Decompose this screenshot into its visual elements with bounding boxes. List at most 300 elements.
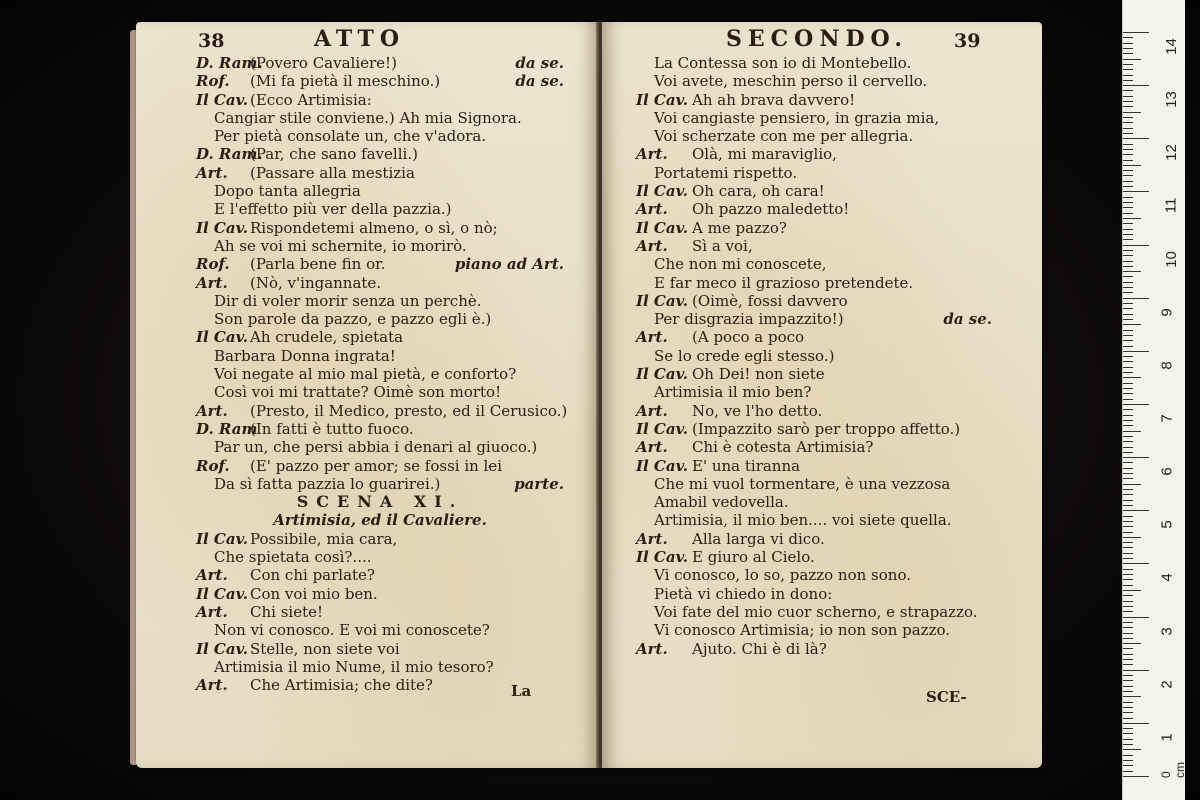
speaker-label: Art. — [636, 529, 668, 548]
speaker-label: D. Ram. — [196, 145, 263, 164]
ruler-tick — [1123, 144, 1133, 145]
ruler-tick — [1123, 197, 1133, 198]
verse-text: Per disgrazia impazzito!) — [654, 310, 844, 329]
verse-text: Ah crudele, spietata — [250, 328, 404, 347]
ruler-number: 5 — [1158, 520, 1176, 529]
verse-text: Son parole da pazzo, e pazzo egli è.) — [214, 310, 492, 329]
stage-direction: piano ad Art. — [454, 255, 564, 274]
ruler-tick — [1123, 516, 1133, 517]
ruler-number: 6 — [1158, 467, 1176, 476]
verse-line — [196, 365, 564, 383]
verse-text: Dir di voler morir senza un perchè. — [214, 291, 482, 310]
verse-text: Cangiar stile conviene.) Ah mia Signora. — [214, 108, 522, 127]
ruler-tick — [1123, 537, 1141, 538]
ruler-tick — [1123, 271, 1141, 272]
ruler-tick — [1123, 643, 1141, 644]
verse-line — [636, 457, 992, 475]
verse-text: La Contessa son io di Montebello. — [654, 54, 912, 72]
verse-line — [196, 603, 564, 621]
ruler-tick — [1123, 606, 1133, 607]
verse-text: Artimisia il mio ben? — [654, 383, 812, 402]
verse-text: Barbara Donna ingrata! — [214, 346, 396, 365]
ruler-tick — [1123, 85, 1149, 86]
verse-line — [196, 255, 564, 273]
ruler-tick — [1123, 165, 1141, 166]
ruler-tick — [1123, 377, 1141, 378]
verse-text: Par un, che persi abbia i denari al giuoco.) — [214, 438, 538, 457]
verse-line — [636, 255, 992, 273]
verse-text: (Presto, il Medico, presto, ed il Cerusico.) — [250, 401, 568, 420]
verse-text: Dopo tanta allegria — [214, 182, 361, 201]
verse-text: Oh Dei! non siete — [692, 365, 825, 384]
ruler-tick — [1123, 675, 1133, 676]
verse-text: Ajuto. Chi è di là? — [692, 639, 827, 658]
ruler-tick — [1123, 101, 1133, 102]
verse-line — [196, 164, 564, 182]
verse-text: (Passare alla mestizia — [250, 163, 415, 182]
ruler-tick — [1123, 733, 1133, 734]
speaker-label: Il Cav. — [196, 218, 249, 237]
ruler-tick — [1123, 718, 1133, 719]
verse-line — [636, 182, 992, 200]
verse-line — [196, 383, 564, 401]
left-page-text — [196, 54, 568, 695]
speaker-label: Art. — [196, 602, 228, 621]
verse-line — [636, 438, 992, 456]
ruler-tick — [1123, 659, 1133, 660]
ruler-tick — [1123, 133, 1133, 134]
verse-text: Da sì fatta pazzia lo guarirei.) — [214, 474, 441, 493]
verse-line — [196, 347, 564, 365]
verse-line — [196, 640, 564, 658]
verse-text: Voi scherzate con me per allegria. — [654, 127, 914, 146]
ruler-tick — [1123, 431, 1141, 432]
ruler-number: 1 — [1158, 733, 1176, 742]
ruler-tick — [1123, 542, 1133, 543]
verse-text: Voi cangiaste pensiero, in grazia mia, — [654, 108, 940, 127]
verse-line — [636, 365, 992, 383]
ruler-tick — [1123, 276, 1133, 277]
ruler-tick — [1123, 202, 1133, 203]
verse-line — [196, 585, 564, 603]
verse-text: (Povero Cavaliere!) — [250, 54, 397, 72]
verse-text: (Nò, v'ingannate. — [250, 273, 382, 292]
verse-text: Olà, mi maraviglio, — [692, 145, 837, 164]
verse-line — [196, 91, 564, 109]
verse-line — [196, 182, 564, 200]
ruler-tick — [1123, 234, 1133, 235]
ruler-tick — [1123, 686, 1133, 687]
speaker-label: Il Cav. — [636, 548, 689, 567]
ruler-tick — [1123, 154, 1133, 155]
ruler-tick — [1123, 526, 1133, 527]
verse-text: (Oimè, fossi davvero — [692, 291, 848, 310]
ruler-tick — [1123, 691, 1133, 692]
right-page-text — [636, 54, 992, 658]
verse-text: Vi conosco, lo so, pazzo non sono. — [654, 566, 911, 585]
verse-text: E' una tiranna — [692, 456, 801, 475]
page-number: 39 — [954, 30, 981, 52]
ruler-tick — [1123, 702, 1133, 703]
verse-line — [196, 401, 568, 420]
ruler-tick — [1123, 399, 1133, 400]
ruler-tick — [1123, 468, 1133, 469]
stage-direction: da se. — [943, 310, 992, 329]
ruler-tick — [1123, 361, 1133, 362]
verse-text: (Parla bene fin or. — [250, 255, 386, 274]
verse-text: Che non mi conoscete, — [654, 255, 827, 274]
verse-line — [196, 438, 564, 456]
ruler-tick — [1123, 122, 1133, 123]
ruler-tick — [1123, 696, 1141, 697]
ruler-tick — [1123, 393, 1133, 394]
ruler-tick — [1123, 64, 1133, 65]
ruler-tick — [1123, 441, 1133, 442]
verse-text: No, ve l'ho detto. — [692, 401, 823, 420]
ruler-tick — [1123, 160, 1133, 161]
verse-text: Chi è cotesta Artimisia? — [692, 438, 874, 457]
ruler-tick — [1123, 436, 1133, 437]
speaker-label: Il Cav. — [196, 90, 249, 109]
verse-line — [196, 566, 564, 584]
right-page — [602, 22, 1042, 768]
catchword: SCE- — [926, 688, 967, 706]
speaker-label: Art. — [196, 273, 228, 292]
ruler-tick — [1123, 149, 1133, 150]
ruler-tick — [1123, 314, 1133, 315]
ruler-tick — [1123, 569, 1133, 570]
ruler-tick — [1123, 207, 1133, 208]
speaker-label: Rof. — [196, 255, 230, 274]
verse-line — [196, 237, 564, 255]
speaker-label: Art. — [636, 328, 668, 347]
speaker-label: Il Cav. — [636, 419, 689, 438]
verse-text: Voi avete, meschin perso il cervello. — [654, 72, 928, 91]
verse-text: (A poco a poco — [692, 328, 805, 347]
verse-text: Ah se voi mi schernite, io morirò. — [214, 236, 467, 255]
verse-line — [636, 145, 992, 163]
ruler-tick — [1123, 48, 1133, 49]
speaker-label: Il Cav. — [196, 328, 249, 347]
ruler-tick — [1123, 638, 1133, 639]
ruler-tick — [1123, 601, 1133, 602]
ruler-tick — [1123, 308, 1133, 309]
verse-line — [636, 200, 992, 218]
ruler-tick — [1123, 138, 1149, 139]
ruler-tick — [1123, 266, 1133, 267]
ruler-tick — [1123, 292, 1133, 293]
ruler-tick — [1123, 452, 1133, 453]
speaker-label: Art. — [636, 200, 668, 219]
running-head: SECONDO. — [726, 26, 909, 52]
verse-text: (Ecco Artimisia: — [250, 90, 372, 109]
ruler-tick — [1123, 282, 1133, 283]
ruler-tick — [1123, 447, 1133, 448]
verse-text: Che spietata così?.... — [214, 548, 372, 567]
ruler-tick — [1123, 670, 1149, 671]
speaker-label: Il Cav. — [636, 291, 689, 310]
speaker-label: D. Ram — [196, 419, 258, 438]
ruler-tick — [1123, 128, 1133, 129]
verse-line — [196, 127, 564, 145]
ruler-tick — [1123, 473, 1133, 474]
ruler-tick — [1123, 462, 1133, 463]
ruler-tick — [1123, 367, 1133, 368]
ruler-tick — [1123, 654, 1133, 655]
verse-text: E giuro al Cielo. — [692, 548, 815, 567]
ruler-tick — [1123, 287, 1133, 288]
speaker-label: Art. — [636, 639, 668, 658]
verse-text: Che mi vuol tormentare, è una vezzosa — [654, 474, 951, 493]
ruler-tick — [1123, 383, 1133, 384]
verse-line — [636, 640, 992, 658]
speaker-label: Il Cav. — [196, 529, 249, 548]
ruler-tick — [1123, 739, 1133, 740]
ruler-tick — [1123, 239, 1133, 240]
ruler-tick — [1123, 372, 1133, 373]
ruler-tick — [1123, 117, 1133, 118]
verse-line — [636, 621, 992, 639]
stage-direction: da se. — [515, 72, 564, 91]
ruler-tick — [1123, 335, 1133, 336]
ruler-tick — [1123, 319, 1133, 320]
verse-line — [196, 328, 564, 346]
verse-line — [636, 347, 992, 365]
ruler-tick — [1123, 53, 1133, 54]
verse-line — [636, 603, 992, 621]
left-page — [136, 22, 598, 768]
verse-line — [636, 164, 992, 182]
ruler-tick — [1123, 75, 1133, 76]
ruler-tick — [1123, 712, 1133, 713]
ruler-unit-label: 0 cm — [1159, 762, 1187, 778]
ruler-tick — [1123, 324, 1141, 325]
ruler-tick — [1123, 303, 1133, 304]
ruler-tick — [1123, 611, 1133, 612]
scene-subtitle: Artimisia, ed il Cavaliere. — [273, 511, 487, 530]
ruler-tick — [1123, 590, 1141, 591]
ruler-tick — [1123, 96, 1133, 97]
ruler-number: 9 — [1158, 308, 1176, 317]
ruler-tick — [1123, 255, 1133, 256]
ruler-number: 8 — [1158, 361, 1176, 370]
verse-line — [196, 548, 564, 566]
verse-line — [196, 274, 564, 292]
ruler-tick — [1123, 744, 1133, 745]
ruler-number: 2 — [1158, 680, 1176, 689]
ruler-tick — [1123, 218, 1141, 219]
verse-text: A me pazzo? — [692, 218, 787, 237]
ruler-tick — [1123, 505, 1133, 506]
ruler-tick — [1123, 223, 1133, 224]
verse-text: Oh pazzo maledetto! — [692, 200, 850, 219]
verse-text: Vi conosco Artimisia; io non son pazzo. — [654, 621, 951, 640]
ruler-tick — [1123, 728, 1133, 729]
verse-line — [196, 72, 564, 90]
verse-line — [196, 219, 564, 237]
ruler-tick — [1123, 340, 1133, 341]
verse-line — [636, 530, 992, 548]
ruler-tick — [1123, 648, 1133, 649]
catchword: La — [511, 682, 532, 700]
verse-text: (Impazzito sarò per troppo affetto.) — [692, 419, 961, 438]
verse-text: Ah ah brava davvero! — [692, 90, 856, 109]
ruler-tick — [1123, 579, 1133, 580]
verse-line — [636, 402, 992, 420]
speaker-label: Art. — [196, 566, 228, 585]
ruler-tick — [1123, 574, 1133, 575]
ruler-tick — [1123, 558, 1133, 559]
verse-line — [196, 420, 564, 438]
verse-text: (E' pazzo per amor; se fossi in lei — [250, 456, 503, 475]
verse-text: Amabil vedovella. — [654, 493, 789, 512]
ruler-tick — [1123, 229, 1133, 230]
verse-text: Voi fate del mio cuor scherno, e strapazzo. — [654, 602, 978, 621]
ruler-tick — [1123, 351, 1149, 352]
verse-text: E far meco il grazioso pretendete. — [654, 273, 914, 292]
ruler-tick — [1123, 622, 1133, 623]
ruler-tick — [1123, 425, 1133, 426]
ruler-tick — [1123, 760, 1133, 761]
ruler-tick — [1123, 175, 1133, 176]
speaker-label: Art. — [636, 145, 668, 164]
ruler-tick — [1123, 346, 1133, 347]
verse-line — [636, 585, 992, 603]
ruler-tick — [1123, 755, 1133, 756]
ruler-tick — [1123, 500, 1133, 501]
verse-line — [196, 145, 564, 163]
ruler-tick — [1123, 250, 1133, 251]
verse-line — [636, 91, 992, 109]
ruler-tick — [1123, 478, 1133, 479]
verse-line — [636, 420, 992, 438]
verse-line — [196, 200, 564, 218]
ruler-tick — [1123, 749, 1141, 750]
ruler-tick — [1123, 595, 1133, 596]
scene-title: SCENA XI. — [296, 492, 464, 512]
verse-text: E l'effetto più ver della pazzia.) — [214, 200, 452, 219]
verse-line — [196, 621, 564, 639]
verse-line — [636, 237, 992, 255]
ruler-tick — [1123, 633, 1133, 634]
ruler-tick — [1123, 112, 1141, 113]
speaker-label: Art. — [636, 401, 668, 420]
ruler-tick — [1123, 617, 1149, 618]
verse-line — [636, 383, 992, 401]
ruler-tick — [1123, 43, 1133, 44]
ruler-number: 11 — [1162, 198, 1180, 214]
ruler-tick — [1123, 404, 1149, 405]
ruler-tick — [1123, 627, 1133, 628]
ruler-tick — [1123, 484, 1141, 485]
speaker-label: Art. — [636, 236, 668, 255]
ruler-tick — [1123, 585, 1133, 586]
speaker-label: Rof. — [196, 456, 230, 475]
verse-text: (Par, che sano favelli.) — [250, 145, 418, 164]
verse-line — [636, 274, 992, 292]
speaker-label: Art. — [196, 163, 228, 182]
ruler-tick — [1123, 457, 1149, 458]
ruler-tick — [1123, 106, 1133, 107]
verse-line — [636, 566, 992, 584]
speaker-label: Il Cav. — [636, 218, 689, 237]
ruler-tick — [1123, 765, 1133, 766]
verse-line — [636, 109, 992, 127]
speaker-label: Il Cav. — [636, 456, 689, 475]
verse-text: Possibile, mia cara, — [250, 529, 398, 548]
verse-line — [636, 548, 992, 566]
verse-line — [196, 658, 564, 676]
verse-line — [636, 54, 992, 72]
verse-line — [636, 310, 992, 328]
ruler-tick — [1123, 664, 1133, 665]
verse-text: Rispondetemi almeno, o sì, o nò; — [250, 218, 498, 237]
verse-line — [636, 511, 992, 529]
verse-text: Alla larga vi dico. — [692, 529, 825, 548]
ruler-tick — [1123, 415, 1133, 416]
ruler-tick — [1123, 330, 1133, 331]
verse-line — [636, 219, 992, 237]
verse-text: Con voi mio ben. — [250, 584, 378, 603]
ruler-tick — [1123, 771, 1133, 772]
ruler-tick — [1123, 388, 1133, 389]
ruler-tick — [1123, 409, 1133, 410]
verse-line — [196, 109, 564, 127]
speaker-label: Il Cav. — [196, 639, 249, 658]
ruler-tick — [1123, 707, 1133, 708]
verse-line — [196, 530, 564, 548]
ruler-tick — [1123, 494, 1133, 495]
verse-text: (Mi fa pietà il meschino.) — [250, 72, 441, 91]
ruler-tick — [1123, 723, 1149, 724]
ruler-tick — [1123, 170, 1133, 171]
ruler-tick — [1123, 298, 1149, 299]
verse-line — [196, 475, 564, 493]
verse-text: Artimisia, il mio ben.... voi siete quella. — [654, 511, 952, 530]
ruler-tick — [1123, 181, 1133, 182]
verse-text: Artimisia il mio Nume, il mio tesoro? — [214, 657, 494, 676]
ruler-number: 13 — [1162, 91, 1180, 108]
ruler-tick — [1123, 521, 1133, 522]
verse-text: Chi siete! — [250, 602, 324, 621]
ruler-tick — [1123, 213, 1133, 214]
ruler-tick — [1123, 532, 1133, 533]
speaker-label: D. Ram. — [196, 54, 263, 72]
ruler-tick — [1123, 420, 1133, 421]
verse-text: Se lo crede egli stesso.) — [654, 346, 835, 365]
stage-direction: parte. — [514, 474, 564, 493]
speaker-label: Art. — [196, 676, 228, 695]
ruler-number: 3 — [1158, 626, 1176, 636]
speaker-label: Il Cav. — [196, 584, 249, 603]
verse-line — [196, 310, 564, 328]
ruler-tick — [1123, 245, 1149, 246]
verse-line — [196, 457, 564, 475]
ruler-number: 4 — [1158, 573, 1176, 583]
ruler-number: 12 — [1162, 144, 1180, 162]
ruler-tick — [1123, 32, 1149, 33]
verse-line — [636, 127, 992, 145]
verse-line — [636, 328, 992, 346]
measurement-ruler — [1122, 0, 1185, 800]
speaker-label: Il Cav. — [636, 182, 689, 201]
ruler-tick — [1123, 69, 1133, 70]
verse-line — [196, 292, 564, 310]
verse-text: Portatemi rispetto. — [654, 163, 798, 182]
ruler-tick — [1123, 186, 1133, 187]
ruler-tick — [1123, 80, 1133, 81]
ruler-tick — [1123, 59, 1141, 60]
